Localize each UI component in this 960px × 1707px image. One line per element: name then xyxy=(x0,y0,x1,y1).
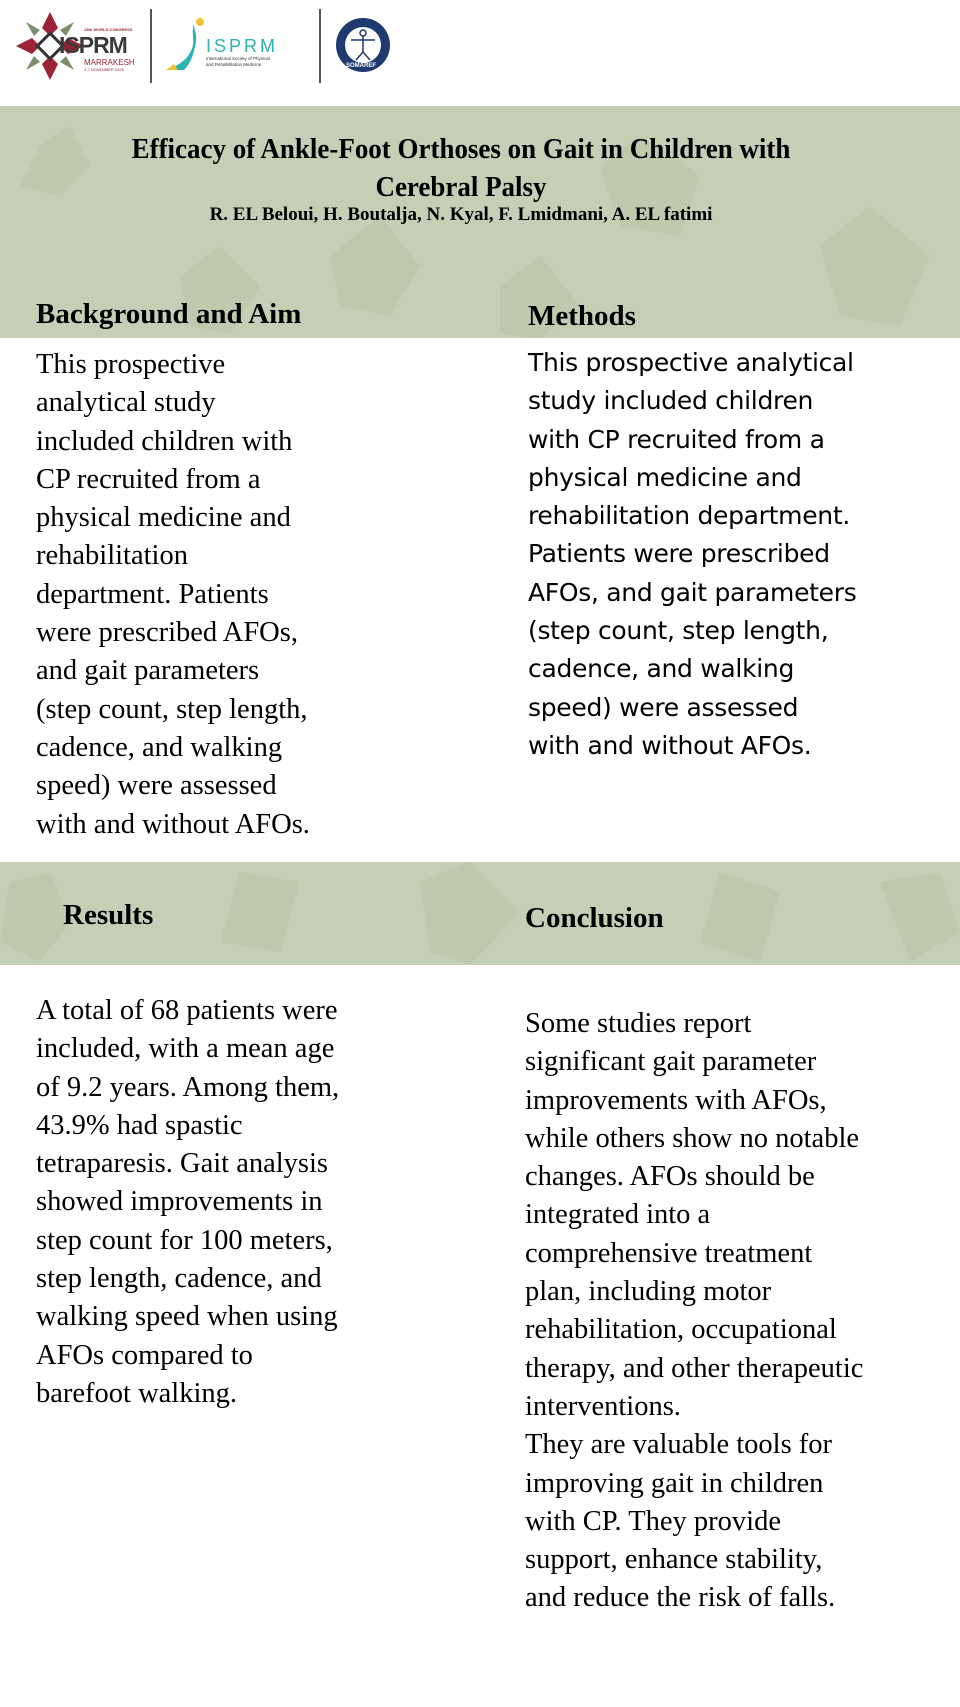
logo-separator xyxy=(150,9,152,83)
congress-sup-text: 15th WORLD CONGRESS xyxy=(84,27,133,32)
isprm-society-line2: and Rehabilitation Medicine xyxy=(206,62,262,67)
background-text: This prospective analytical study included children with CP recruited from a physical medicine and rehabilitation department. Patients were prescribed AFOs, and gait parameters (step count, step length, cadence, and walking speed) were assessed with and without AFOs. xyxy=(36,349,310,840)
authors: R. EL Beloui, H. Boutalja, N. Kyal, F. Lmidmani, A. EL fatimi xyxy=(209,204,713,225)
isprm-society-name: ISPRM xyxy=(206,36,279,56)
congress-dates: 3-7 NOVEMBER 2025 xyxy=(84,67,124,72)
title-line-2: Cerebral Palsy xyxy=(375,171,547,203)
poster-title xyxy=(32,130,889,206)
logo-bar xyxy=(0,0,960,106)
title-line-1: Efficacy of Ankle-Foot Orthoses on Gait in Children with xyxy=(131,133,791,165)
congress-logo-name: ISPRM xyxy=(59,32,127,58)
conclusion-text: Some studies report significant gait parameter improvements with AFOs, while others show no notable changes. AFOs should be integrated into a comprehensive treatment plan, including motor rehabilitation, occupational therapy, and other therapeutic interventions. They are valuable tools for improving gait in children with CP. They provide support, enhance stability, and reduce the risk of falls. xyxy=(525,1008,864,1614)
methods-text: This prospective analytical study included children with CP recruited from a physical medicine and rehabilitation department. Patients were prescribed AFOs, and gait parameters (step count, step length, cadence, and walking speed) were assessed with and without AFOs. xyxy=(528,348,857,760)
isprm-society-logo xyxy=(164,14,304,74)
isprm-congress-logo xyxy=(16,8,136,84)
somaref-name: SOMAREF xyxy=(346,63,376,69)
isprm-society-line1: International Society of Physical xyxy=(206,56,270,61)
methods-heading: Methods xyxy=(528,300,636,332)
results-text: A total of 68 patients were included, with a mean age of 9.2 years. Among them, 43.9% had spastic tetraparesis. Gait analysis showed improvements in step count for 100 meters, step length, cadence, and walking speed when using AFOs compared to barefoot walking. xyxy=(36,995,340,1409)
isprm-figure-icon xyxy=(164,16,204,72)
somaref-logo xyxy=(334,16,394,76)
congress-city: MARRAKESH xyxy=(84,58,135,67)
results-band xyxy=(0,862,960,965)
background-heading: Background and Aim xyxy=(36,298,302,330)
header-band xyxy=(0,106,960,338)
logo-separator xyxy=(319,9,321,83)
conclusion-heading: Conclusion xyxy=(525,902,664,934)
results-heading: Results xyxy=(63,899,154,931)
